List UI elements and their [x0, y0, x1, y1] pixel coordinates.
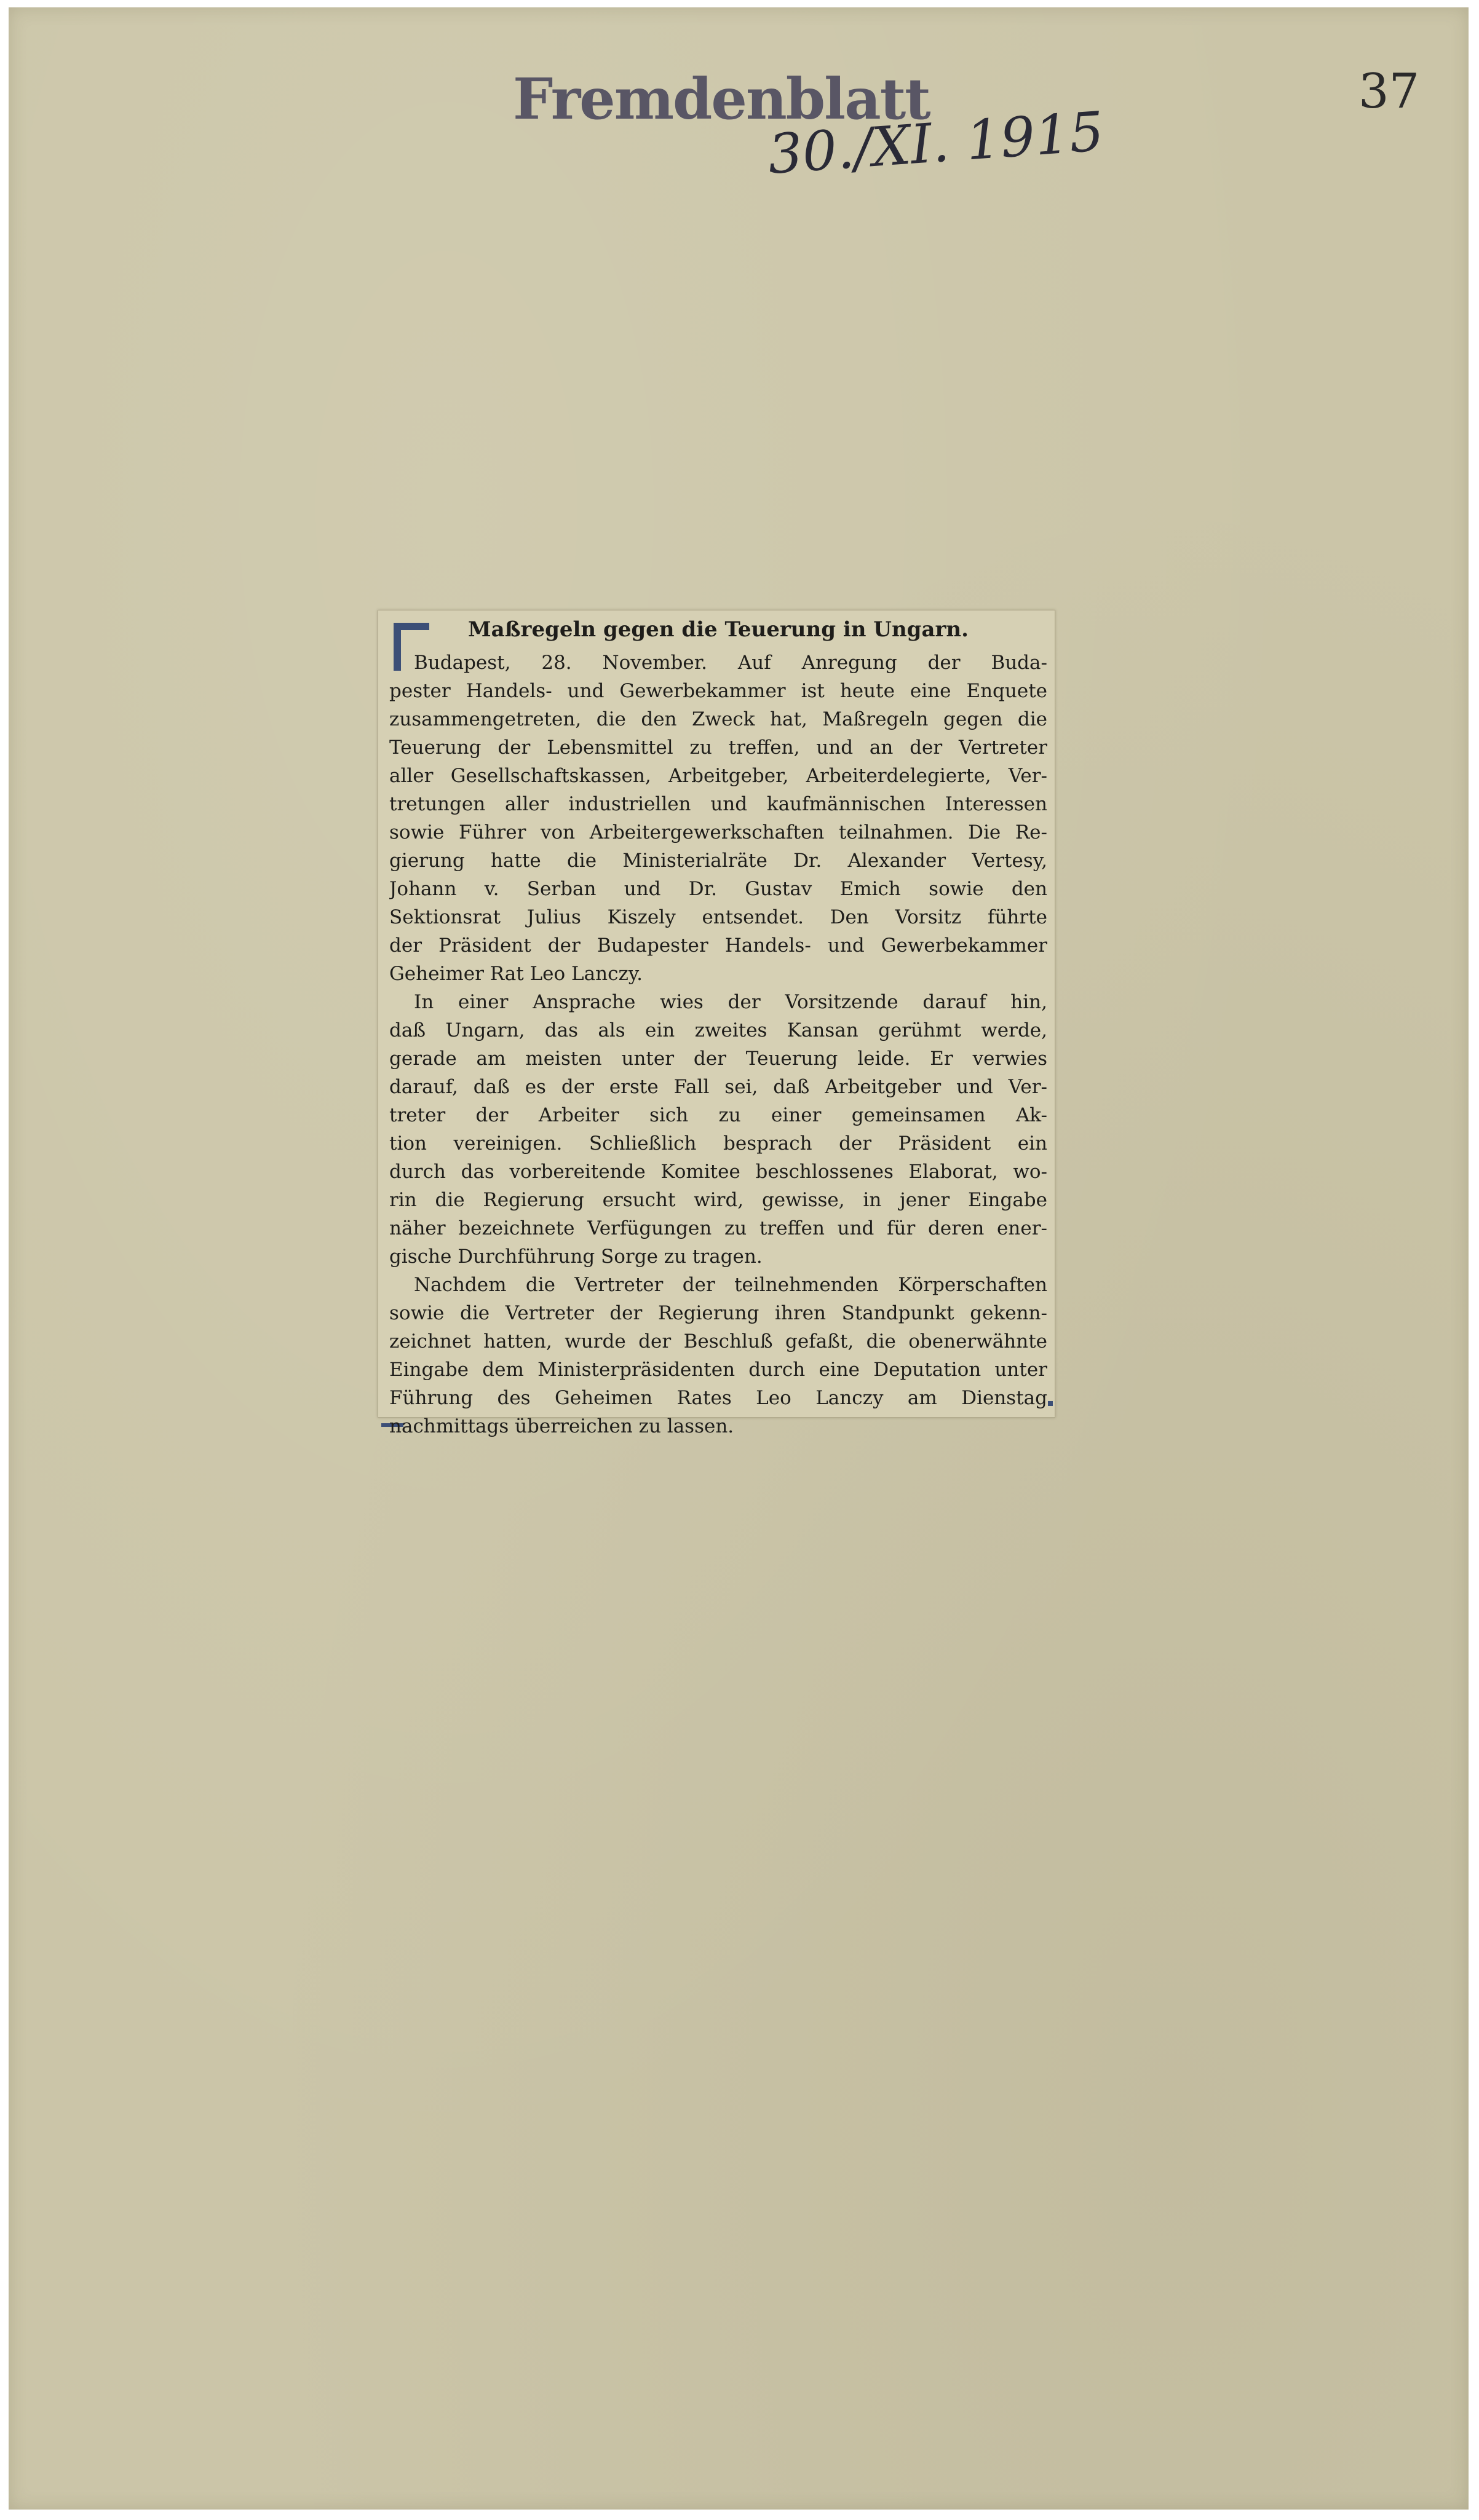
- article-line: tretungen aller industriellen und kaufmännischen Interessen: [389, 793, 1047, 815]
- archive-sheet: [9, 7, 1469, 2510]
- article-line: tion vereinigen. Schließlich besprach der Präsident ein: [389, 1132, 1047, 1155]
- article-line: Johann v. Serban und Dr. Gustav Emich sowie den: [389, 878, 1047, 900]
- article-line: Teuerung der Lebensmittel zu treffen, und an der Vertreter: [389, 737, 1047, 759]
- article-line: pester Handels- und Gewerbekammer ist heute eine Enquete: [389, 680, 1047, 702]
- article-line: In einer Ansprache wies der Vorsitzende darauf hin,: [414, 991, 1047, 1013]
- article-line: gische Durchführung Sorge zu tragen.: [389, 1246, 763, 1268]
- article-line: durch das vorbereitende Komitee beschlossenes Elaborat, wo-: [389, 1161, 1047, 1183]
- article-line: darauf, daß es der erste Fall sei, daß Arbeitgeber und Ver-: [389, 1076, 1047, 1098]
- article-line: gierung hatte die Ministerialräte Dr. Alexander Vertesy,: [389, 850, 1047, 872]
- article-line: sowie die Vertreter der Regierung ihren Standpunkt gekenn-: [389, 1302, 1047, 1324]
- article-line: Geheimer Rat Leo Lanczy.: [389, 963, 643, 985]
- article-line: Führung des Geheimen Rates Leo Lanczy am Dienstag: [389, 1387, 1047, 1409]
- article-line: näher bezeichnete Verfügungen zu treffen und für deren ener-: [389, 1217, 1047, 1239]
- article-line: Sektionsrat Julius Kiszely entsendet. Den Vorsitz führte: [389, 906, 1047, 928]
- article-line: nachmittags überreichen zu lassen.: [389, 1415, 734, 1437]
- article-line: zusammengetreten, die den Zweck hat, Maßregeln gegen die: [389, 708, 1047, 730]
- dot-mark-icon: [1048, 1401, 1053, 1406]
- article-line: der Präsident der Budapester Handels- und Gewerbekammer: [389, 934, 1047, 957]
- article-line: aller Gesellschaftskassen, Arbeitgeber, Arbeiterdelegierte, Ver-: [389, 765, 1047, 787]
- article-line: zeichnet hatten, wurde der Beschluß gefaßt, die obenerwähnte: [389, 1330, 1047, 1353]
- article-line: Budapest, 28. November. Auf Anregung der Buda-: [414, 652, 1047, 674]
- newspaper-clipping: [378, 610, 1055, 1437]
- article-line: sowie Führer von Arbeitergewerkschaften teilnahmen. Die Re-: [389, 821, 1047, 843]
- handwritten-date: 30./XI. 1915: [766, 99, 1106, 186]
- page-number: 37: [1358, 64, 1420, 119]
- article-line: rin die Regierung ersucht wird, gewisse, in jener Eingabe: [389, 1189, 1047, 1211]
- newspaper-source-stamp: Fremdenblatt: [513, 66, 930, 132]
- article-line: Eingabe dem Ministerpräsidenten durch eine Deputation unter: [389, 1359, 1047, 1381]
- article-line: daß Ungarn, das als ein zweites Kansan gerühmt werde,: [389, 1019, 1047, 1041]
- article-title: Maßregeln gegen die Teuerung in Ungarn.: [468, 617, 969, 642]
- article-line: treter der Arbeiter sich zu einer gemeinsamen Ak-: [389, 1104, 1047, 1126]
- article-line: Nachdem die Vertreter der teilnehmenden Körperschaften: [414, 1274, 1047, 1296]
- article-line: gerade am meisten unter der Teuerung leide. Er verwies: [389, 1048, 1047, 1070]
